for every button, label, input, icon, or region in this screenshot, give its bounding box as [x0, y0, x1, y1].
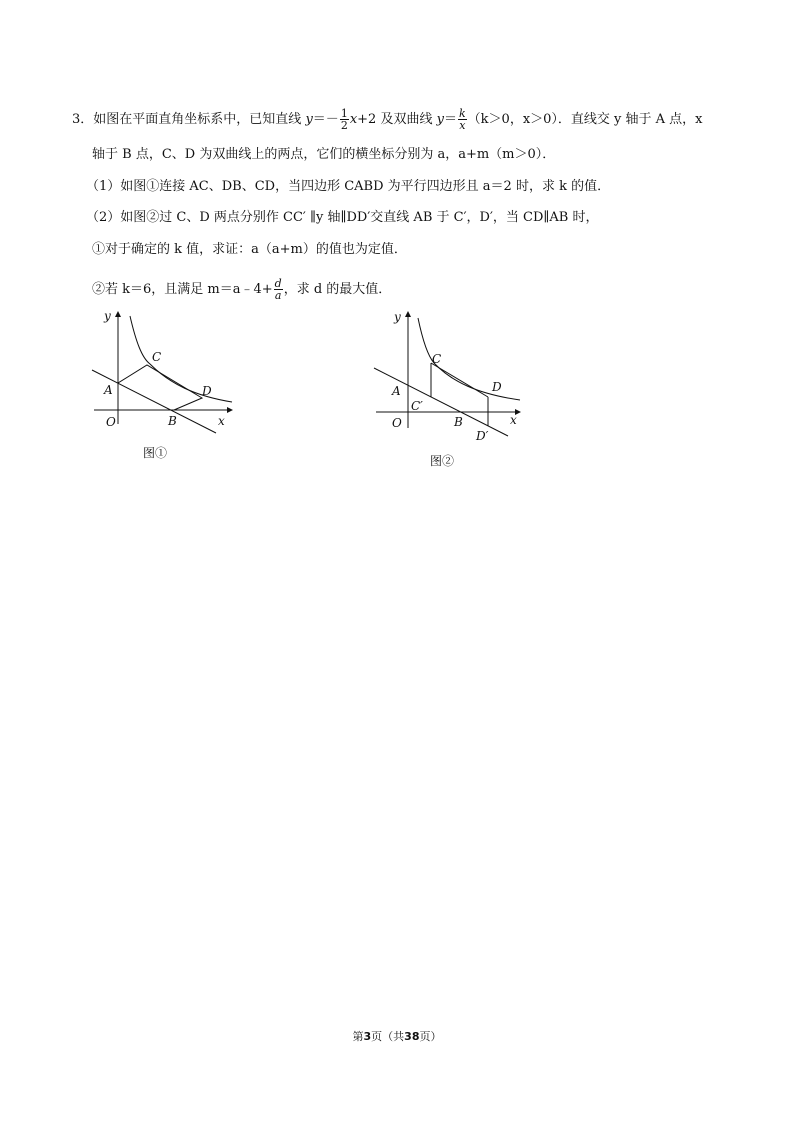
sub-2-condition: ②若 k＝6，且满足 m＝a﹣4+ [92, 282, 273, 297]
hyperbola-eq-equals: ＝ [443, 112, 457, 127]
figure-1-label-x: x [218, 414, 225, 428]
line-eq-equals: ＝－ [312, 112, 339, 127]
part-1: （1）如图①连接 AC、DB、CD，当四边形 CABD 为平行四边形且 a＝2 时，求 k 的值． [86, 179, 611, 194]
figure-2-label-a: A [392, 384, 401, 398]
fraction-half: $\frac{1}{2}$ [340, 107, 348, 132]
part-2-sub-1: ①对于确定的 k 值，求证：a（a+m）的值也为定值． [92, 242, 407, 257]
footer-pre: 第 [352, 1030, 364, 1043]
footer-post: 页） [419, 1030, 442, 1043]
line-eq-const: +2 [357, 112, 377, 127]
footer-page-number: 3 [363, 1030, 372, 1043]
figure-1-label-y: y [104, 309, 111, 323]
footer-total-pages: 38 [404, 1030, 420, 1043]
figure-1-label-c: C [152, 350, 162, 364]
figure-2-label-b: B [454, 415, 463, 429]
figure-2-diagram [370, 308, 530, 448]
figure-2-label-c: C [432, 352, 442, 366]
problem-number: 3． [72, 112, 94, 127]
figure-2-label-c-prime: C′ [411, 399, 423, 413]
hyperbola-intro: 及双曲线 [380, 112, 433, 127]
part-2: （2）如图②过 C、D 两点分别作 CC′ ∥y 轴∥DD′交直线 AB 于 C′，D′，当 CD∥AB 时， [86, 210, 599, 225]
figure-2-label-x: x [510, 413, 517, 427]
figure-1-label-o: O [106, 415, 116, 429]
problem-condition: （k＞0，x＞0）．直线交 y 轴于 A 点，x [467, 112, 703, 127]
figure-2 [370, 308, 530, 448]
line-eq-y: y [305, 112, 313, 127]
problem-line-1 [72, 108, 703, 131]
figure-1-caption: 图① [143, 446, 168, 460]
figure-2-label-d-prime: D′ [476, 429, 489, 443]
figure-2-label-d: D [492, 380, 502, 394]
figure-2-chord-cd [431, 363, 488, 397]
sub-2-question: ，求 d 的最大值． [283, 282, 392, 297]
figure-2-label-y: y [394, 310, 401, 324]
figure-2-label-o: O [392, 416, 402, 430]
figure-1 [90, 306, 250, 436]
figure-1-label-a: A [104, 383, 113, 397]
figure-1-diagram [90, 306, 250, 436]
figure-2-caption: 图② [430, 454, 455, 468]
figure-1-parallelogram [118, 365, 202, 410]
footer-mid: 页（共 [371, 1030, 405, 1043]
part-2-sub-2 [92, 278, 391, 301]
fraction-d-over-a: $\frac{d}{a}$ [274, 277, 282, 302]
page-footer [0, 1028, 794, 1044]
hyperbola-eq-y: y [436, 112, 444, 127]
figure-1-label-d: D [202, 384, 212, 398]
problem-line-2: 轴于 B 点，C、D 为双曲线上的两点，它们的横坐标分别为 a，a+m（m＞0）． [92, 147, 556, 162]
line-eq-x: x [349, 112, 358, 127]
figure-1-hyperbola [130, 316, 232, 402]
figure-1-label-b: B [168, 414, 177, 428]
problem-intro: 如图在平面直角坐标系中，已知直线 [93, 112, 302, 127]
fraction-k-over-x: $\frac{k}{x}$ [459, 107, 466, 132]
